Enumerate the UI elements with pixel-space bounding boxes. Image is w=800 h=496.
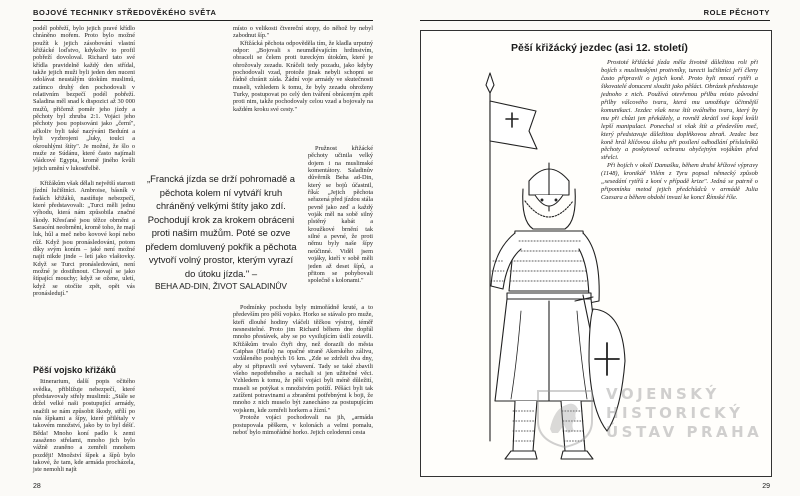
paragraph: Protože vojáci pochodovali na jih, „armáda postupovala pěškem, v kolonách a velmi pomalu, neboť bylo mimořádné horko. Jejich celodenní cesta	[233, 414, 373, 436]
page-number-left: 28	[33, 483, 41, 490]
left-column-2a	[233, 25, 373, 113]
watermark-line: HISTORICKÝ	[606, 404, 744, 422]
pull-quote-source: BEHA AD-DIN, ŽIVOT SALADINŮV	[154, 281, 287, 291]
running-head-right: ROLE PĚCHOTY	[703, 8, 770, 17]
pull-quote-text: „Francká jízda se drží pohromadě a pěchota kolem ní vytváří kruh chráněný velkými štíty jako zdí. Pochodují krok za krokem obráceni proti našim mužům. Poté se ozve předem domluvený pokřik a pěchota vytvoří volný prostor, kterým vyrazí do útoku jízda." –	[145, 173, 297, 279]
watermark-text	[606, 385, 762, 442]
left-column-2c	[233, 304, 373, 476]
watermark-line: ÚSTAV PRAHA	[606, 423, 763, 441]
paragraph: Podmínky pochodu byly mimořádně kruté, a to především pro pěší vojsko. Horko se stávalo pro muže, kteří dlouhé hodiny vláčeli těžkou výstroj, téměř nesnesitelné. Proto jim Richard během dne dopřál mnoho přestávek, aby se po vysilujícím úsilí zotavili. Křižákům trvalo čtyři dny, než dorazili do města Caiphas (Haifa) na opačné straně Akerského zálivu, vzdáleného pouhých 16 km. „Zde se zdrželi dva dny, aby si připravili své vybavení. Tady se také zbavili všeho nepotřebného a nechali si jen užitečné věci. Vzhledem k tomu, že pěší vojáci byli méně důležití, museli se potýkat s množstvím potíží. Pěšáci byli tak zatíženi potravinami a zbraněmi potřebnými k boji, že mnoho z nich muselo být zanecháno za postupujícím vojskem, kde zemřeli horkem a žízní."	[233, 304, 373, 414]
header-rule-right	[420, 20, 770, 21]
header-rule-left	[33, 20, 373, 21]
paragraph: podél pobřeží, bylo jejich pravé křídlo chráněno mořem. Proto bylo možné použít k jejich zásobování vlastní křižácké loďstvo, kdykoliv to profil pobřeží dovoloval. Richard tato své křídla pravidelně každý den střídal, takže jejich muži byli jeden den nuceni odolávat neustálým útokům muslimů, zatímco druhý den pochodovali v relativním bezpečí podél pobřeží. Saladina měl snad k dispozici až 30 000 mužů, přičemž poměr jeho jízdy a pěchoty byl zhruba 2:1. Vojáci jeho pěchoty jsou popisováni jako „černí", ačkoliv byli také nazýváni Beduíni a byli vyzbrojeni „luky, toulci a okrouhlými štíty". Je možné, že šlo o muže ze Súdánu, které často najímali vládcové Egypta, kromě jiného kvůli jejich umění v lukostřelbě.	[33, 25, 135, 172]
caption-paragraph: Při bojích v okolí Damašku, během druhé křížové výpravy (1148), kronikář Vilém z Tyru popsal německý způsob „sesedání rytířů z koní v případě krize". Jedná se patrně o připomínku metod jejich předchůdců v armádě Julia Caesara a během období invazí ke konci Římské říše.	[601, 162, 758, 202]
left-column-1b	[33, 180, 135, 380]
watermark-line: VOJENSKÝ	[606, 385, 720, 403]
watermark	[528, 385, 778, 455]
caption-paragraph: Prostoté křižácká jízda měla životně důležitou roli při bojích s muslimskými protivníky, turecti lučištníci jeří členy často připravili o jejich koně. Proto byli mnozí rytíři a šikovatelé donuceni sloužit jako pěšáci. Obrázek představuje jednoho z nich. Používá otevřenou přilbu místo původní přilby válcového tvaru, která mu umožňuje účinnější komunikaci. Jezdec však nese štít oválného tvaru, který by mu při chůzi jen překážely, a rovněž zkrátil své kopí kvůli lepší manipulaci. Ponechal si však štít a především meč, který představuje důležitou doplňkovou zbraň. Jezdec bez koně hrál klíčovou úlohu při posílení odhodlání příslušníků pěchoty a poskytoval ochranu obyčejným vojákům před střelci.	[601, 59, 758, 162]
paragraph: Pružnost křižácké pěchoty učinila velký dojem i na muslimské komentátory. Saladinův důvěrník Beha ad-Din, který se bojů účastnil, říká: „Jejich pěchota seřazená před jízdou stála pevně jako zeď a každý voják měl na sobě silný plstěný kabát a kroužkové brnění tak silné a pevné, že proti němu byly naše šípy neúčinné. Viděl jsem vojáky, kteří v sobě měli jeden až deset šípů, a přitom se pohybovali společně s kolonami."	[308, 145, 373, 285]
banner	[490, 101, 537, 149]
paragraph: Křižácká pěchota odpověděla tím, že kladla urputný odpor: „Bojovali s neumdlévajícím hrdinstvím, obraceli se čelem proti tureckým útokům, které je ohrožovaly zezadu. Kráčeli tedy pozadu, jako kdyby pochodovali vzad, protože jinak nebyli schopni se řádně chránit záda. Žádní voje armády ve skutečnosti museli, vzhledem k tomu, že byly zezadu ohroženy Turky, postupovat po celý den tváření obráceným zpět proti nim, takže pochodovaly celou vzad a bojovaly na každém kroku své cesty."	[233, 39, 373, 113]
figure-title: Pěší křižácký jezdec (asi 12. století)	[511, 42, 688, 54]
paragraph: Itinerarium, další popis očitého svědka, přibližuje nebezpečí, které představovaly střely muslimů: „Stále se držel velké naši postupující armády, snažili se nám způsobit škody, střílí po nás šípkami a šípy, které přilétaly v takovém množství, jako by to byl déšť. Běda! Mnoho koní padlo k zemi zasaženo střelami, mnoho jich bylo vážně zraněno a zemřeli mnohem později! Množství šípek a šípů bylo takové, že tam, kde armáda procházela, jste nemohli najít	[33, 378, 135, 474]
face	[535, 195, 563, 206]
lion-emblem	[530, 387, 600, 449]
belt	[507, 293, 591, 299]
running-head-left: BOJOVÉ TECHNIKY STŘEDOVĚKÉHO SVĚTA	[33, 8, 217, 17]
page-number-right: 29	[762, 483, 770, 490]
left-column-1c	[33, 362, 135, 474]
paragraph: Křižákům však dělali největší starosti jízdní lučištníci. Ambroise, básník v řadách křižáků, nastíňuje nebezpečí, které představovali: „Turci měli jednu výhodu, která nám způsobila značné škody. Křesťané jsou těžce obrněni a Saracéni neobrněni, kromě toho, že mají luk, hůl a meč nebo kovové kopí nebo růž. Když jsou pronásledováni, potom díky svým koním – jaké není možné najít nikde jinde – letí jako vlaštovky. Když se Turci pronásledováni, není možné je dostihnout. Chovají se jako štípající mouchy; když se ožene, uletí, když se otočíte zpět, opět vás pronásledují."	[33, 180, 135, 298]
paragraph: místo o velikosti čtvereční stopy, do něhož by nebyl zabodnut šíp."	[233, 25, 373, 40]
right-page	[402, 0, 800, 496]
left-column-1a	[33, 25, 135, 172]
pull-quote	[145, 172, 297, 294]
section-heading: Pěší vojsko křižáků	[33, 365, 117, 375]
left-column-2b	[308, 145, 373, 295]
spear-head	[486, 73, 494, 93]
